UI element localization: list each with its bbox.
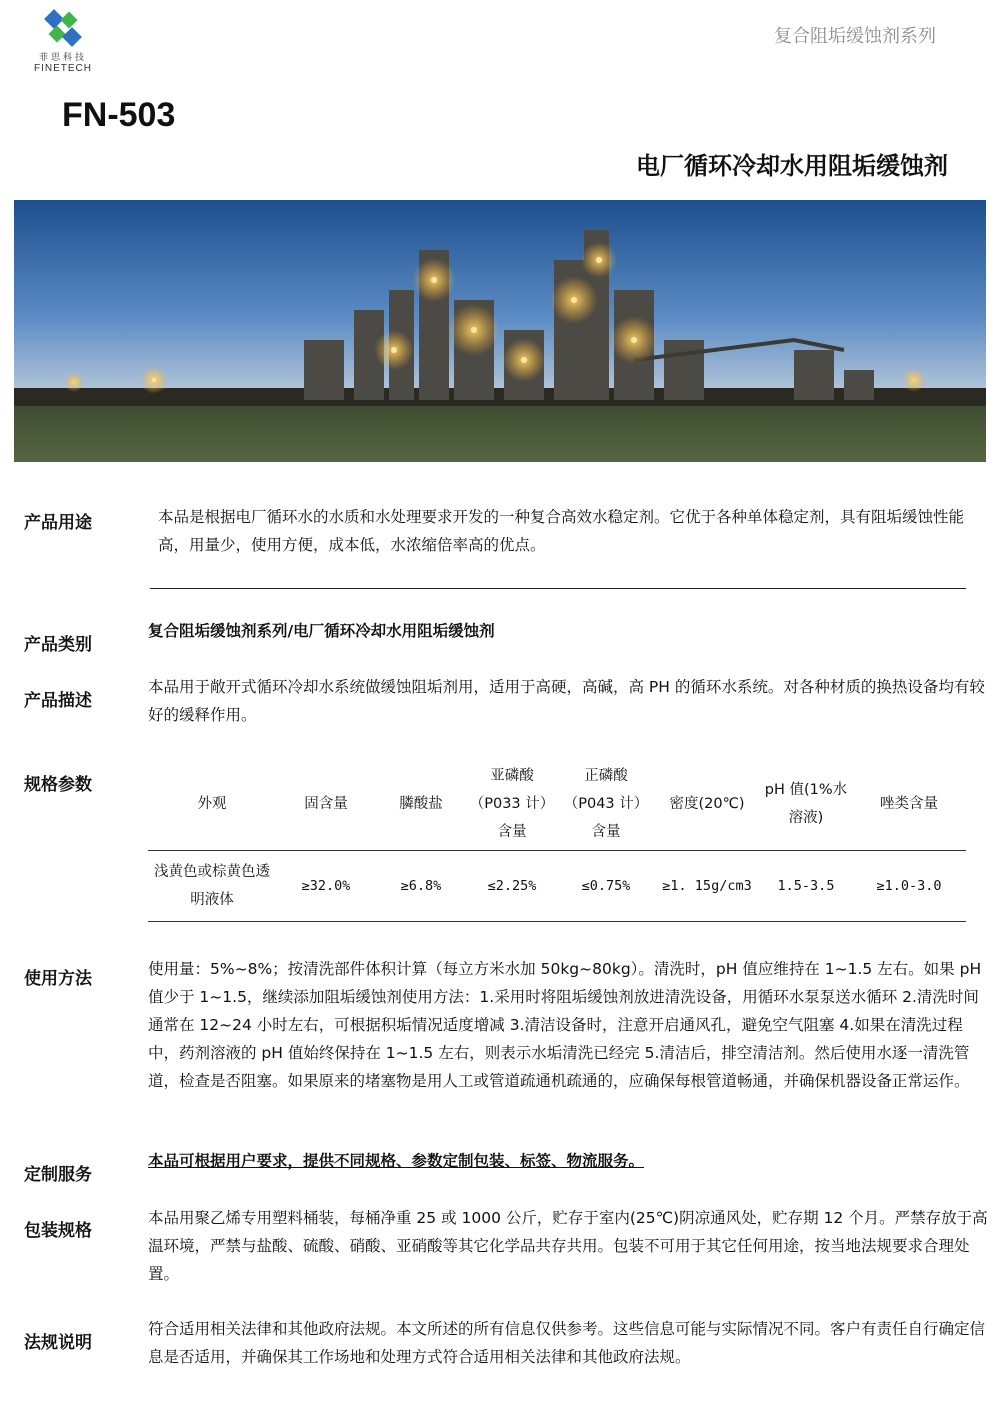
legal-text: 符合适用相关法律和其他政府法规。本文所述的所有信息仅供参考。这些信息可能与实际情况不同。客户有责任自行确定信息是否适用，并确保其工作场地和处理方式符合适用相关法律和其他政府法规。	[148, 1320, 986, 1366]
spec-cell: ≤2.25%	[466, 851, 558, 922]
custom-text: 本品可根据用户要求，提供不同规格、参数定制包装、标签、物流服务。	[148, 1152, 645, 1170]
series-header: 复合阻垢缓蚀剂系列	[774, 26, 936, 47]
custom-label: 定制服务	[24, 1165, 92, 1185]
method-label: 使用方法	[24, 969, 92, 989]
usage-text: 本品是根据电厂循环水的水质和水处理要求开发的一种复合高效水稳定剂。它优于各种单体稳定剂，具有阻垢缓蚀性能高，用量少，使用方便，成本低，水浓缩倍率高的优点。	[158, 508, 965, 554]
spec-cell: 1.5-3.5	[760, 851, 852, 922]
spec-header: 外观	[148, 758, 276, 851]
packing-text: 本品用聚乙烯专用塑料桶装，每桶净重 25 或 1000 公斤，贮存于室内(25℃)阴凉通风处，贮存期 12 个月。严禁存放于高温环境，严禁与盐酸、硫酸、硝酸、亚硝酸等其它化学品共存共用。包装不可用于其它任何用途，按当地法规要求合理处置。	[148, 1209, 988, 1283]
spec-cell: ≥6.8%	[376, 851, 466, 922]
method-text: 使用量：5%~8%；按清洗部件体积计算（每立方米水加 50kg~80kg）。清洗时，pH 值应维持在 1~1.5 左右。如果 pH 值少于 1~1.5，继续添加阻垢缓蚀剂使用方法：1.采用时将阻垢缓蚀剂放进清洗设备，用循环水泵泵送水循环 2.清洗时间通常在 12~24 小时左右，可根据积垢情况适度增减 3.清洁设备时，注意开启通风孔，避免空气阻塞 4.如果在清洗过程中，药剂溶液的 pH 值始终保持在 1~1.5 左右，则表示水垢清洗已经完 5.清洁后，排空清洁剂。然后使用水逐一清洗管道，检查是否阻塞。如果原来的堵塞物是用人工或管道疏通机疏通的，应确保每根管道畅通，并确保机器设备正常运作。	[148, 960, 982, 1090]
spec-value-row	[148, 851, 966, 922]
brand-name-cn: 菲思科技	[38, 53, 87, 63]
spec-cell: ≥1.0-3.0	[852, 851, 966, 922]
product-title: 电厂循环冷却水用阻垢缓蚀剂	[636, 152, 948, 180]
product-code: FN-503	[62, 96, 176, 134]
usage-label: 产品用途	[24, 513, 92, 533]
category-label: 产品类别	[24, 635, 92, 655]
brand-logo	[28, 8, 98, 74]
brand-name-en: FINETECH	[34, 63, 92, 74]
spec-cell: ≤0.75%	[558, 851, 654, 922]
spec-header: 密度(20℃)	[654, 758, 760, 851]
spec-header: 亚磷酸（P033 计）含量	[466, 758, 558, 851]
spec-cell: ≥32.0%	[276, 851, 376, 922]
power-plant-photo	[14, 200, 986, 462]
spec-cell: ≥1. 15g/cm3	[654, 851, 760, 922]
spec-cell: 浅黄色或棕黄色透明液体	[148, 851, 276, 922]
spec-header: 正磷酸（P043 计）含量	[558, 758, 654, 851]
category-text: 复合阻垢缓蚀剂系列/电厂循环冷却水用阻垢缓蚀剂	[148, 622, 495, 640]
spec-label: 规格参数	[24, 775, 92, 795]
description-label: 产品描述	[24, 691, 92, 711]
spec-header: 唑类含量	[852, 758, 966, 851]
legal-label: 法规说明	[24, 1333, 92, 1353]
spec-header: 固含量	[276, 758, 376, 851]
divider	[150, 588, 966, 589]
spec-header: 膦酸盐	[376, 758, 466, 851]
spec-header-row	[148, 758, 966, 851]
packing-label: 包装规格	[24, 1221, 92, 1241]
description-text: 本品用于敞开式循环冷却水系统做缓蚀阻垢剂用，适用于高硬，高碱，高 PH 的循环水系统。对各种材质的换热设备均有较好的缓释作用。	[148, 678, 985, 724]
spec-header: pH 值(1%水溶液)	[760, 758, 852, 851]
spec-table	[148, 758, 966, 922]
finetech-logo-icon	[43, 8, 83, 48]
